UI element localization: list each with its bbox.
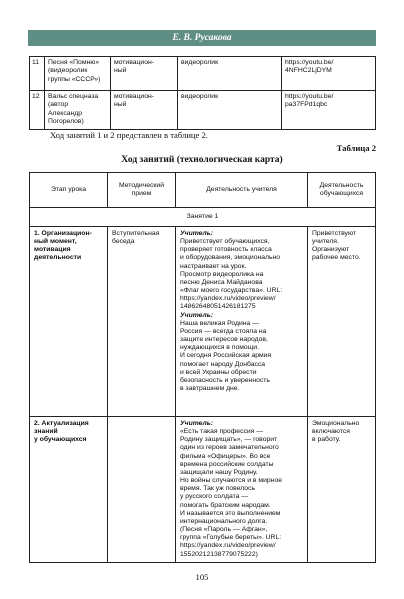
stage-cell: 1. Организацион- ный момент, мотивация деятельности <box>30 227 108 417</box>
header-teacher: Деятельность учителя <box>176 173 308 208</box>
header-students: Деятельность обучающихся <box>308 173 376 208</box>
teacher-label: Учитель: <box>180 420 214 427</box>
row-number: 11 <box>30 57 45 91</box>
students-cell: Приветствуют учителя. Организуют рабочее место. <box>308 227 376 417</box>
table-label: Таблица 2 <box>336 143 376 153</box>
table-title: Ход занятий (технологическая карта) <box>121 155 283 165</box>
row-number: 12 <box>30 91 45 130</box>
method-cell <box>108 417 176 563</box>
resource-type: видеоролик <box>178 57 282 91</box>
teacher-cell <box>176 417 308 563</box>
resource-title: Песня «Помню» (видеоролик группы «СССР») <box>45 57 111 91</box>
teacher-cell <box>176 227 308 417</box>
table-row <box>30 57 376 91</box>
author-name: Е. В. Русакова <box>172 33 232 43</box>
teacher-text: «Есть такая профессия — Родину защищать», — говорит один из героев замечательного фильма «Офицеры». Во все времена российские солдаты защищали нашу Родину. Но войны случаются и в мирное время. Так уж повелось у русского солдата — помогать братским народам. И называется это выполнением интернационального долга. (Песня «Пароль — Афган», группа «Голубые береты». URL: https://yandex.ru/video/preview/ 15520212138779075222) <box>180 428 282 558</box>
resource-purpose: мотивацион- ный <box>111 57 178 91</box>
teacher-label: Учитель: <box>180 230 214 237</box>
students-cell: Эмоционально включаются в работу. <box>308 417 376 563</box>
table-row <box>30 417 376 563</box>
lesson-row <box>30 208 376 227</box>
resource-title: Вальс спецназа (автор Александр Погорелов) <box>45 91 111 130</box>
resource-link[interactable]: https://youtu.be/ pa37FPd1qbc <box>282 91 376 130</box>
running-header <box>28 30 376 46</box>
header-method: Методический прием <box>108 173 176 208</box>
method-cell: Вступительная беседа <box>108 227 176 417</box>
resource-purpose: мотивацион- ный <box>111 91 178 130</box>
resource-link[interactable]: https://youtu.be/ 4NFHC2LjDYM <box>282 57 376 91</box>
table-row <box>30 227 376 417</box>
lesson-label: Занятие 1 <box>30 208 376 227</box>
teacher-label: Учитель: <box>180 311 214 319</box>
resource-type: видеоролик <box>178 91 282 130</box>
resource-table <box>29 56 376 130</box>
teacher-text: Наша великая Родина — Россия — всегда стояла на защите интересов народов, нуждающихся в помощи. И сегодня Российская армия помогает народу Донбасса и всей Украины обрести безопасность и уверенность в завтрашнем дне. <box>180 319 272 392</box>
page-number: 105 <box>195 572 209 582</box>
teacher-text: Приветствует обучающихся, проверяет готовность класса и оборудования, эмоционально настраивает на урок. Просмотр видеоролика на песню Дениса Майданова «Флаг моего государства». URL: https://yandex.ru/video/preview/ 14862648051426181275 <box>180 238 283 311</box>
table-row <box>30 91 376 130</box>
header-row <box>30 173 376 208</box>
lesson-plan-table <box>29 172 376 563</box>
intro-paragraph: Ход занятий 1 и 2 представлен в таблице 2. <box>50 130 208 140</box>
header-stage: Этап урока <box>30 173 108 208</box>
stage-cell: 2. Актуализация знаний у обучающихся <box>30 417 108 563</box>
